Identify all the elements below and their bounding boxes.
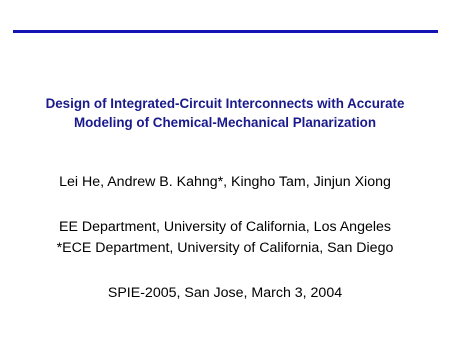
slide-title [0,94,450,132]
header-rule [13,30,438,33]
title-line-1: Design of Integrated-Circuit Interconnects with Accurate [45,96,405,111]
event-info: SPIE-2005, San Jose, March 3, 2004 [107,285,343,301]
title-line-2: Modeling of Chemical-Mechanical Planarization [73,115,377,130]
affiliation-ucsd: *ECE Department, University of California, San Diego [56,240,394,256]
affiliation-ucla: EE Department, University of California, Los Angeles [59,219,391,235]
authors: Lei He, Andrew B. Kahng*, Kingho Tam, Jinjun Xiong [59,174,391,190]
